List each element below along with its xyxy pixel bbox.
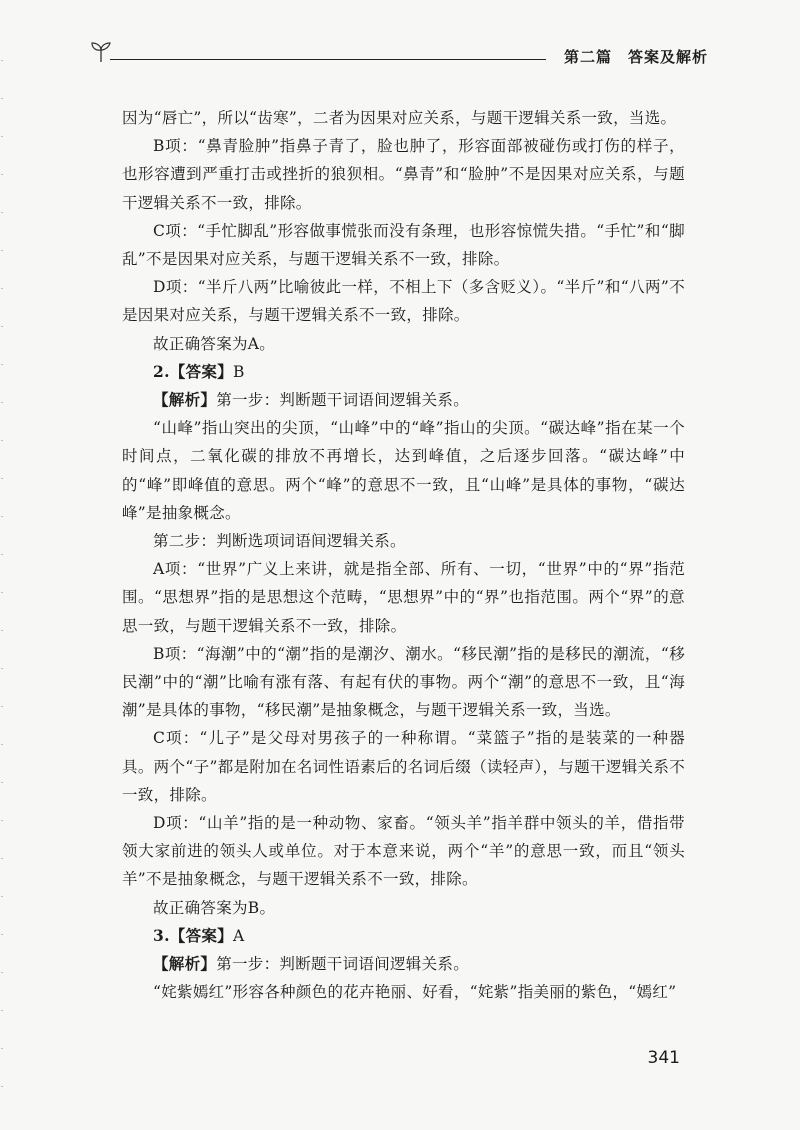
scan-mark bbox=[1, 136, 3, 137]
q2-answer-label: 2.【答案】 bbox=[153, 361, 233, 381]
scan-mark bbox=[1, 478, 3, 479]
scan-mark bbox=[1, 174, 3, 175]
paragraph-q1-option-c: C项：“手忙脚乱”形容做事慌张而没有条理，也形容惊慌失措。“手忙”和“脚乱”不是因果对应关系，与题干逻辑关系不一致，排除。 bbox=[122, 221, 685, 269]
paragraph-q1-option-d: D项：“半斤八两”比喻彼此一样，不相上下（多含贬义）。“半斤”和“八两”不是因果对应关系，与题干逻辑关系不一致，排除。 bbox=[122, 278, 685, 325]
header-rule bbox=[110, 59, 546, 60]
page-number: 341 bbox=[647, 1048, 680, 1068]
q2-option-c: C项：“儿子”是父母对男孩子的一种称谓。“菜篮子”指的是装菜的一种器具。两个“子”都是附加在名词性语素后的名词后缀（读轻声），与题干逻辑关系不一致，排除。 bbox=[122, 729, 685, 804]
paragraph-q1-option-b: B项：“鼻青脸肿”指鼻子青了，脸也肿了，形容面部被碰伤或打伤的样子，也形容遭到严重打击或挫折的狼狈相。“鼻青”和“脸肿”不是因果对应关系，与题干逻辑关系不一致，排除。 bbox=[122, 137, 685, 212]
scan-margin-marks bbox=[0, 0, 4, 1130]
q2-conclusion: 故正确答案为B。 bbox=[153, 898, 276, 917]
scan-mark bbox=[1, 364, 3, 365]
scan-mark bbox=[1, 896, 3, 897]
scan-mark bbox=[1, 1010, 3, 1011]
scan-mark bbox=[1, 516, 3, 517]
scan-mark bbox=[1, 782, 3, 783]
q2-step2: 第二步：判断选项词语间逻辑关系。 bbox=[153, 532, 406, 551]
scan-mark bbox=[1, 706, 3, 707]
q2-paragraph-stem: “山峰”指山突出的尖顶，“山峰”中的“峰”指山的尖顶。“碳达峰”指在某一个时间点，二氧化碳的排放不再增长，达到峰值，之后逐步回落。“碳达峰”中的“峰”即峰值的意思。两个“峰”的意思不一致，且“山峰”是具体的事物，“碳达峰”是抽象概念。 bbox=[122, 419, 685, 522]
scan-mark bbox=[1, 554, 3, 555]
scan-mark bbox=[1, 744, 3, 745]
q2-analysis-line bbox=[122, 386, 685, 414]
sprout-icon bbox=[90, 40, 112, 64]
q3-analysis-line bbox=[122, 950, 685, 978]
q2-answer-value: B bbox=[232, 362, 245, 381]
answer-content bbox=[122, 104, 685, 1007]
scan-mark bbox=[1, 440, 3, 441]
paragraph-q1-reason: 因为“唇亡”，所以“齿寒”，二者为因果对应关系，与题干逻辑关系一致，当选。 bbox=[122, 109, 677, 127]
q2-analysis-label: 【解析】 bbox=[153, 390, 217, 410]
q3-answer-value: A bbox=[232, 926, 245, 945]
running-header bbox=[88, 40, 708, 70]
scan-mark bbox=[1, 972, 3, 973]
scan-mark bbox=[1, 668, 3, 669]
q2-option-d: D项：“山羊”指的是一种动物、家畜。“领头羊”指羊群中领头的羊，借指带领大家前进的领头人或单位。对于本意来说，两个“羊”的意思一致，而且“领头羊”不是抽象概念，与题干逻辑关系不一致，排除。 bbox=[122, 814, 685, 889]
paragraph-q1-conclusion: 故正确答案为A。 bbox=[153, 334, 276, 353]
q2-option-b: B项：“海潮”中的“潮”指的是潮汐、潮水。“移民潮”指的是移民的潮流，“移民潮”中的“潮”比喻有涨有落、有起有伏的事物。两个“潮”的意思不一致，且“海潮”是具体的事物，“移民潮”是抽象概念，与题干逻辑关系一致，当选。 bbox=[122, 644, 685, 720]
scan-mark bbox=[1, 934, 3, 935]
scan-mark bbox=[1, 288, 3, 289]
scan-mark bbox=[1, 592, 3, 593]
q3-paragraph-stem: “姹紫嫣红”形容各种颜色的花卉艳丽、好看，“姹紫”指美丽的紫色，“嫣红” bbox=[153, 983, 677, 1002]
scan-mark bbox=[1, 60, 3, 61]
q3-answer-label: 3.【答案】 bbox=[153, 925, 233, 945]
q2-step1: 第一步：判断题干词语间逻辑关系。 bbox=[216, 391, 470, 410]
section-title: 第二篇 答案及解析 bbox=[563, 48, 708, 66]
q3-answer-line bbox=[122, 922, 685, 950]
scan-mark bbox=[1, 250, 3, 251]
q3-step1: 第一步：判断题干词语间逻辑关系。 bbox=[216, 955, 470, 974]
scan-mark bbox=[1, 212, 3, 213]
scan-mark bbox=[1, 1086, 3, 1087]
scan-mark bbox=[1, 1048, 3, 1049]
scan-mark bbox=[1, 98, 3, 99]
scan-mark bbox=[1, 326, 3, 327]
q3-analysis-label: 【解析】 bbox=[153, 954, 217, 974]
q2-option-a: A项：“世界”广义上来讲，就是指全部、所有、一切，“世界”中的“界”指范围。“思想界”指的是思想这个范畴，“思想界”中的“界”也指范围。两个“界”的意思一致，与题干逻辑关系不一致，排除。 bbox=[122, 560, 685, 635]
scan-mark bbox=[1, 630, 3, 631]
scan-mark bbox=[1, 820, 3, 821]
scan-mark bbox=[1, 402, 3, 403]
scan-mark bbox=[1, 858, 3, 859]
q2-answer-line bbox=[122, 358, 685, 386]
